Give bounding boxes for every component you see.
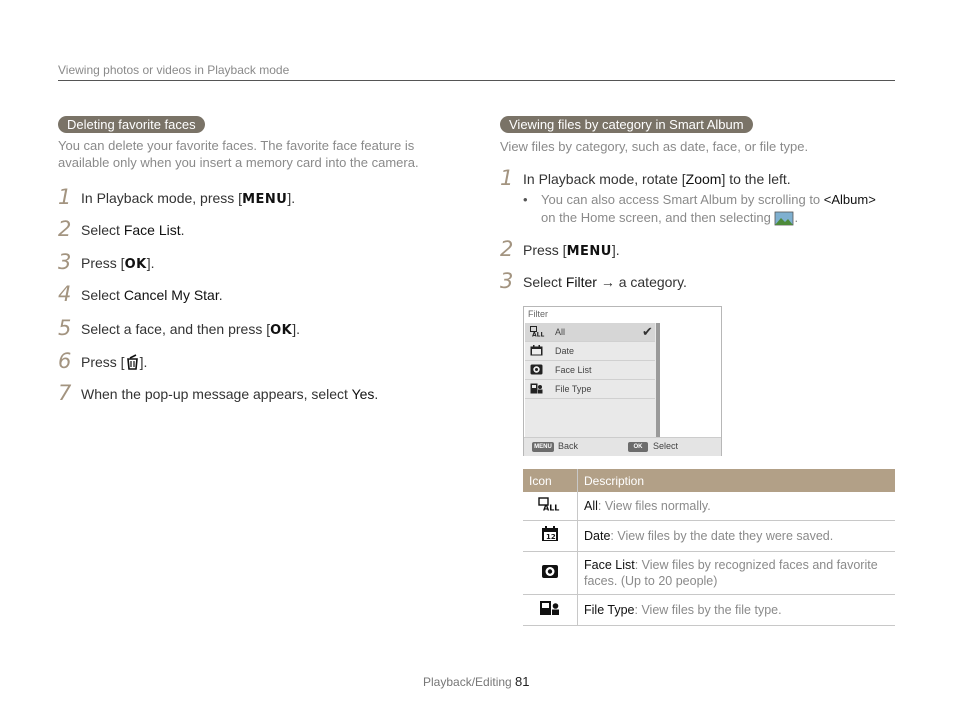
col-icon-header: Icon [523,469,578,492]
left-intro [58,137,419,171]
screen-title: Filter [528,309,548,319]
table-row [523,595,895,626]
table-cell-desc: All: View files normally. [578,492,896,521]
table-row [523,492,895,521]
svg-text:ALL: ALL [543,503,560,513]
section-pill-smart-album: Viewing files by category in Smart Album [500,116,753,133]
section-pill-deleting: Deleting favorite faces [58,116,205,133]
camera-screen [523,306,722,456]
step-number: 5 [58,316,72,340]
right-step-2: Press [MENU]. [523,242,620,259]
left-step-5: Select a face, and then press [OK]. [81,321,301,338]
step-number: 3 [500,269,514,293]
table-cell-icon [523,521,578,552]
table-cell-icon [523,595,578,626]
file-type-icon [530,383,543,394]
table-row [523,552,895,595]
ok-key-icon: OK [124,257,147,272]
face-list-icon [541,564,559,579]
header-divider [58,80,895,81]
date-icon [530,345,543,356]
all-icon [530,326,543,337]
menu-item-date[interactable]: Date [525,342,655,361]
screen-footer [524,437,721,456]
date-icon [541,526,559,542]
table-cell-icon [523,552,578,595]
step-number: 6 [58,349,72,373]
album-icon [774,210,794,226]
running-header: Viewing photos or videos in Playback mode [58,63,290,77]
table-cell-desc: File Type: View files by the file type. [578,595,896,626]
menu-key-icon: MENU [242,192,288,207]
step-number: 2 [58,217,72,241]
step-number: 7 [58,381,72,405]
icon-description-table [523,469,895,626]
trash-key-icon [125,354,140,370]
step-number: 4 [58,282,72,306]
step-number: 1 [58,185,72,209]
left-step-7: When the pop-up message appears, select Yes. [81,386,379,402]
ok-key-icon[interactable]: OK [628,442,648,452]
right-step-3: Select Filter → a category. [523,274,687,290]
table-header [523,469,895,492]
right-step-1-note: • You can also access Smart Album by scrolling to <Album> on the Home screen, and then selecting . [523,192,876,225]
face-list-icon [530,364,543,375]
select-label: Select [653,441,679,451]
table-cell-icon [523,492,578,521]
bullet-dot: • [523,192,528,207]
svg-text:ALL: ALL [532,331,545,339]
step-number: 2 [500,237,514,261]
ok-key-icon: OK [270,323,293,338]
back-label: Back [558,441,579,451]
right-intro: View files by category, such as date, face, or file type. [500,139,809,154]
menu-key-icon: MENU [566,244,612,259]
menu-item-file-type[interactable]: File Type [525,380,655,399]
right-step-1: In Playback mode, rotate [Zoom] to the left. [523,171,791,187]
file-type-icon [539,600,561,616]
table-cell-desc: Face List: View files by recognized faces and favorite faces. (Up to 20 people) [578,552,896,595]
step-number: 3 [58,250,72,274]
left-step-1: In Playback mode, press [MENU]. [81,190,296,207]
left-step-3: Press [OK]. [81,255,155,272]
left-intro-line2: available only when you insert a memory card into the camera. [58,155,419,170]
menu-scrollbar[interactable] [656,323,660,437]
all-icon [538,497,562,511]
menu-item-face-list[interactable]: Face List [525,361,655,380]
menu-key-icon[interactable]: MENU [532,442,554,452]
svg-text:12: 12 [546,533,556,541]
page-number: 81 [515,674,530,689]
left-intro-line1: You can delete your favorite faces. The favorite face feature is [58,138,415,153]
left-step-6: Press [ ]. [81,354,148,370]
footer-section: Playback/Editing [423,675,512,689]
table-row [523,521,895,552]
left-step-4: Select Cancel My Star. [81,287,223,303]
step-number: 1 [500,166,514,190]
table-cell-desc: Date: View files by the date they were saved. [578,521,896,552]
left-step-2: Select Face List. [81,222,185,238]
col-desc-header: Description [578,469,896,492]
check-icon: ✔ [642,324,653,339]
menu-item-all[interactable]: ALL All ✔ [525,323,655,342]
